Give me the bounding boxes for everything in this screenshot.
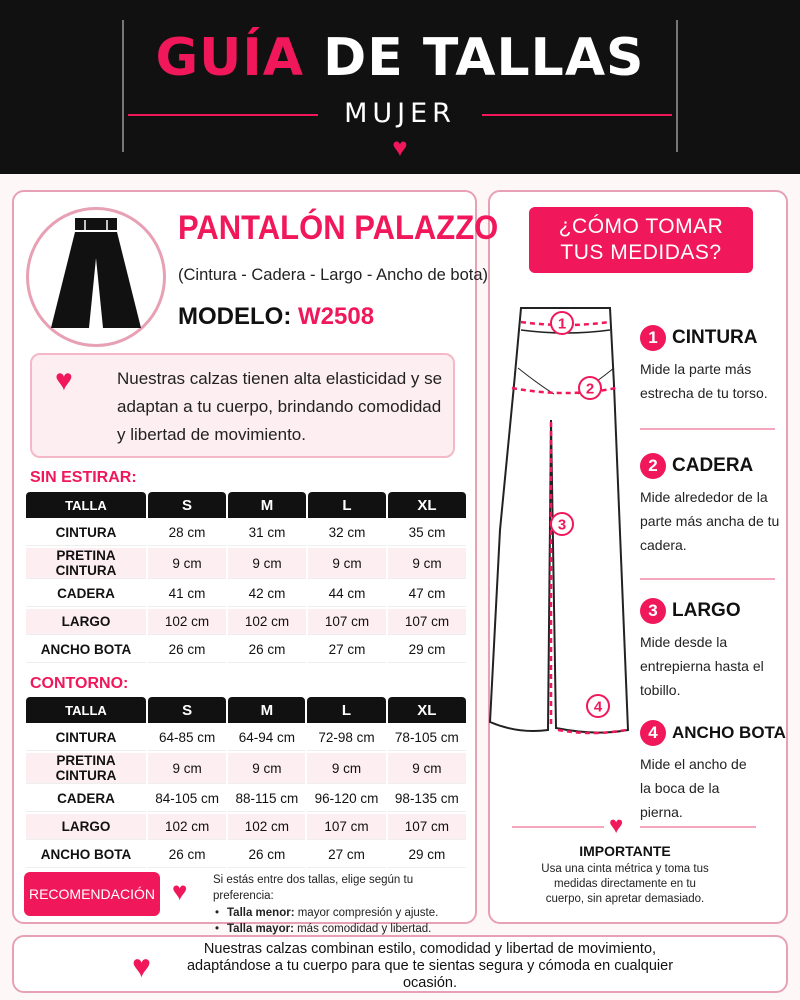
header <box>0 0 800 174</box>
number-badge: 2 <box>640 453 666 479</box>
palazzo-pants-icon <box>29 210 163 344</box>
item-bold: Talla mayor: <box>227 923 294 935</box>
model-code: W2508 <box>298 303 375 330</box>
header-cell: TALLA <box>26 492 146 518</box>
title-part-1: GUÍA <box>155 28 304 88</box>
important-line-right <box>640 826 756 828</box>
size-value: 9 cm <box>388 753 466 784</box>
page-title <box>0 28 800 88</box>
page-subtitle: MUJER <box>344 98 456 129</box>
measure-hem <box>640 720 785 824</box>
measure-title: CINTURA <box>672 327 758 348</box>
row-label: LARGO <box>26 814 146 840</box>
row-label: PRETINA CINTURA <box>26 753 146 784</box>
svg-text:3: 3 <box>557 516 567 534</box>
measure-waist <box>640 325 785 405</box>
row-label: PRETINA CINTURA <box>26 548 146 579</box>
size-value: 27 cm <box>308 637 386 663</box>
header-cell: M <box>228 697 305 723</box>
info-text: Nuestras calzas tienen alta elasticidad y se adaptan a tu cuerpo, brindando comodidad y libertad de movimiento. <box>117 369 443 444</box>
size-value: 84-105 cm <box>148 786 226 812</box>
important-line-left <box>512 826 604 828</box>
size-value: 9 cm <box>228 548 306 579</box>
divider <box>640 578 775 580</box>
header-cell: XL <box>388 697 466 723</box>
size-value: 9 cm <box>308 548 386 579</box>
table-row <box>26 637 466 663</box>
size-value: 27 cm <box>307 842 385 868</box>
size-value: 64-85 cm <box>148 725 226 751</box>
size-value: 107 cm <box>307 814 385 840</box>
measure-title: LARGO <box>672 600 741 621</box>
header-cell: XL <box>388 492 466 518</box>
header-cell: S <box>148 492 226 518</box>
product-image <box>26 207 166 347</box>
recommendation-intro: Si estás entre dos tallas, elige según tu preferencia: <box>213 874 414 902</box>
heart-icon: ♥ <box>392 132 408 162</box>
row-label: CADERA <box>26 786 146 812</box>
size-value: 28 cm <box>148 520 226 546</box>
product-details: (Cintura - Cadera - Largo - Ancho de bota) <box>178 266 488 284</box>
row-label: ANCHO BOTA <box>26 842 146 868</box>
item-text: mayor compresión y ajuste. <box>294 907 439 919</box>
size-value: 98-135 cm <box>388 786 466 812</box>
svg-text:2: 2 <box>585 380 595 398</box>
measure-length <box>640 598 785 702</box>
recommendation-button[interactable]: RECOMENDACIÓN <box>24 872 160 916</box>
row-label: CINTURA <box>26 725 146 751</box>
title-part-2: DE TALLAS <box>323 28 645 88</box>
measure-description: Mide el ancho de la boca de la pierna. <box>640 756 747 820</box>
recommendation-list <box>213 905 473 937</box>
number-badge: 3 <box>640 598 666 624</box>
section-label-sin-estirar: SIN ESTIRAR: <box>30 469 137 486</box>
measure-title: CADERA <box>672 455 754 476</box>
heart-icon: ♥ <box>55 364 73 397</box>
important-title: IMPORTANTE <box>579 843 671 859</box>
table-row <box>26 814 466 840</box>
subtitle-row <box>0 98 800 128</box>
size-value: 29 cm <box>388 637 466 663</box>
item-text: más comodidad y libertad. <box>293 923 432 935</box>
svg-text:1: 1 <box>557 315 567 333</box>
table-row <box>26 842 466 868</box>
number-badge: 1 <box>640 325 666 351</box>
table-header-row <box>26 697 466 723</box>
marker-1 <box>551 312 573 334</box>
header-cell: S <box>148 697 226 723</box>
size-value: 26 cm <box>148 842 226 868</box>
size-value: 26 cm <box>148 637 226 663</box>
size-value: 42 cm <box>228 581 306 607</box>
how-title-line-2: TUS MEDIDAS? <box>560 241 722 264</box>
size-value: 35 cm <box>388 520 466 546</box>
table-row <box>26 581 466 607</box>
table-sin-estirar <box>24 490 468 665</box>
header-cell: L <box>308 492 386 518</box>
size-value: 102 cm <box>228 814 305 840</box>
size-value: 72-98 cm <box>307 725 385 751</box>
marker-3 <box>551 513 573 535</box>
size-value: 102 cm <box>228 609 306 635</box>
table-header-row <box>26 492 466 518</box>
measure-description: Mide alrededor de la parte más ancha de tu cadera. <box>640 489 780 553</box>
table-row <box>26 548 466 579</box>
size-value: 9 cm <box>148 753 226 784</box>
size-value: 29 cm <box>388 842 466 868</box>
size-value: 26 cm <box>228 637 306 663</box>
heart-icon: ♥ <box>132 948 151 984</box>
heart-icon: ♥ <box>609 812 624 839</box>
size-value: 47 cm <box>388 581 466 607</box>
svg-text:4: 4 <box>593 698 603 716</box>
divider <box>640 428 775 430</box>
size-value: 78-105 cm <box>388 725 466 751</box>
table-row <box>26 753 466 784</box>
header-cell: TALLA <box>26 697 146 723</box>
pants-diagram <box>488 290 638 750</box>
size-value: 102 cm <box>148 609 226 635</box>
size-value: 9 cm <box>228 753 305 784</box>
row-label: LARGO <box>26 609 146 635</box>
size-value: 41 cm <box>148 581 226 607</box>
size-value: 9 cm <box>148 548 226 579</box>
size-value: 26 cm <box>228 842 305 868</box>
heart-icon: ♥ <box>172 876 188 906</box>
size-value: 9 cm <box>307 753 385 784</box>
recommendation-item <box>213 905 473 921</box>
measure-description: Mide la parte más estrecha de tu torso. <box>640 361 768 401</box>
table-row <box>26 609 466 635</box>
size-value: 107 cm <box>388 814 466 840</box>
size-value: 64-94 cm <box>228 725 305 751</box>
size-value: 9 cm <box>388 548 466 579</box>
measure-description: Mide desde la entrepierna hasta el tobillo. <box>640 634 764 698</box>
header-cell: L <box>307 697 385 723</box>
size-value: 31 cm <box>228 520 306 546</box>
product-name: PANTALÓN PALAZZO <box>178 208 499 247</box>
size-value: 107 cm <box>388 609 466 635</box>
table-row <box>26 725 466 751</box>
table-row <box>26 786 466 812</box>
header-cell: M <box>228 492 306 518</box>
marker-2 <box>579 377 601 399</box>
table-contorno <box>24 695 468 870</box>
measure-hip <box>640 453 785 557</box>
size-value: 88-115 cm <box>228 786 305 812</box>
how-title-line-1: ¿CÓMO TOMAR <box>558 215 724 238</box>
recommendation-text <box>213 872 473 937</box>
table-row <box>26 520 466 546</box>
important-text: Usa una cinta métrica y toma tus medidas directamente en tu cuerpo, sin apretar demasiado. <box>541 863 709 905</box>
row-label: CADERA <box>26 581 146 607</box>
row-label: CINTURA <box>26 520 146 546</box>
size-value: 102 cm <box>148 814 226 840</box>
size-value: 96-120 cm <box>307 786 385 812</box>
size-value: 44 cm <box>308 581 386 607</box>
model-line <box>178 303 374 331</box>
recommendation-item <box>213 921 473 937</box>
row-label: ANCHO BOTA <box>26 637 146 663</box>
footer-text: Nuestras calzas combinan estilo, comodidad y libertad de movimiento, adaptándose a tu cuerpo para que te sientas segura y cómoda en cualquier ocasión. <box>186 941 674 991</box>
section-label-contorno: CONTORNO: <box>30 675 129 692</box>
marker-4 <box>587 695 609 717</box>
number-badge: 4 <box>640 720 666 746</box>
measure-title: ANCHO BOTA <box>672 723 786 742</box>
size-value: 32 cm <box>308 520 386 546</box>
model-label: MODELO: <box>178 303 292 330</box>
how-to-measure-title <box>529 207 753 273</box>
size-value: 107 cm <box>308 609 386 635</box>
item-bold: Talla menor: <box>227 907 295 919</box>
